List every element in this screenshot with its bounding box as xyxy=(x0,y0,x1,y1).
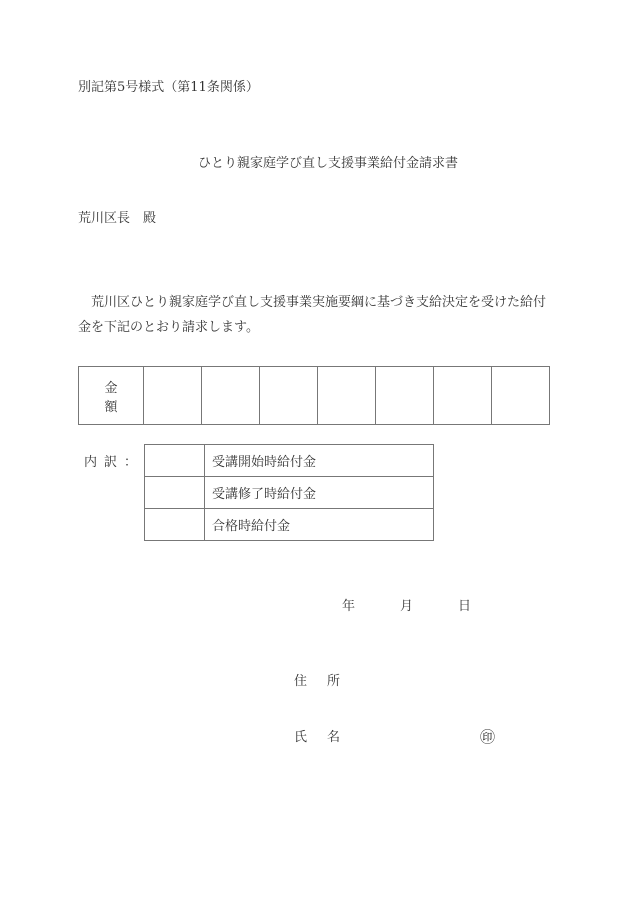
breakdown-checkbox-cell[interactable] xyxy=(145,477,205,509)
amount-digit-cell[interactable] xyxy=(492,367,550,425)
document-title: ひとり親家庭学び直し支援事業給付金請求書 xyxy=(198,156,459,171)
breakdown-label: 内訳： xyxy=(84,455,145,470)
date-year-label: 年 xyxy=(342,599,356,614)
amount-digit-cell[interactable] xyxy=(202,367,260,425)
address-label xyxy=(294,674,340,690)
breakdown-row xyxy=(145,477,434,509)
amount-digit-cell[interactable] xyxy=(318,367,376,425)
address-label-char-1: 住 xyxy=(294,674,308,689)
amount-digit-cell[interactable] xyxy=(376,367,434,425)
breakdown-row xyxy=(145,509,434,541)
date-day-label: 日 xyxy=(458,599,472,614)
date-month-label: 月 xyxy=(400,599,414,614)
addressee-name: 荒川区長 xyxy=(78,211,131,226)
form-number: 別記第5号様式（第11条関係） xyxy=(78,80,259,95)
breakdown-table xyxy=(144,444,434,541)
address-label-char-2: 所 xyxy=(327,674,341,689)
amount-table xyxy=(78,366,550,425)
breakdown-checkbox-cell[interactable] xyxy=(145,509,205,541)
breakdown-row xyxy=(145,445,434,477)
breakdown-item-name: 受講修了時給付金 xyxy=(205,477,434,509)
name-label-char-1: 氏 xyxy=(294,730,308,745)
amount-digit-cell[interactable] xyxy=(260,367,318,425)
name-label xyxy=(294,730,340,746)
amount-label: 金額 xyxy=(79,367,144,425)
addressee-honorific: 殿 xyxy=(143,211,157,226)
seal-icon: ㊞ xyxy=(480,728,496,746)
breakdown-checkbox-cell[interactable] xyxy=(145,445,205,477)
amount-digit-cell[interactable] xyxy=(434,367,492,425)
request-statement: 荒川区ひとり親家庭学び直し支援事業実施要綱に基づき支給決定を受けた給付金を下記のとおり請求します。 xyxy=(78,295,547,335)
name-label-char-2: 名 xyxy=(327,730,341,745)
amount-digit-cell[interactable] xyxy=(144,367,202,425)
amount-row xyxy=(79,367,550,425)
breakdown-item-name: 受講開始時給付金 xyxy=(205,445,434,477)
addressee xyxy=(78,211,156,227)
breakdown-item-name: 合格時給付金 xyxy=(205,509,434,541)
